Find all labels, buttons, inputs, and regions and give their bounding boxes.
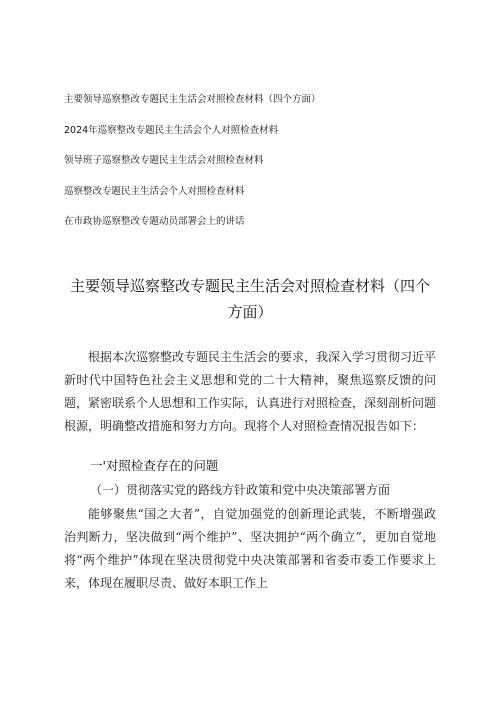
- toc-item[interactable]: 巡察整改专题民主生活会个人对照检查材料: [64, 185, 245, 197]
- body-paragraph: 能够聚焦“国之大者”，自觉加强党的创新理论武装，不断增强政治判断力，坚决做到“两个维护”、坚决拥护“两个确立”，更加自觉地将“两个维护”体现在坚决贯彻党中央决策部署和省委市委工作要求上来，体现在履职尽责、做好本职工作上: [64, 507, 436, 590]
- toc-item[interactable]: 在市政协巡察整改专题动员部署会上的讲话: [64, 216, 245, 227]
- table-of-contents: [64, 93, 444, 246]
- document-title: [60, 273, 440, 325]
- toc-item[interactable]: 领导班子巡察整改专题民主生活会对照检查材料: [64, 155, 264, 166]
- document-title-line: 主要领导巡察整改专题民主生活会对照检查材料（四个: [69, 277, 430, 295]
- section-heading: 一'对照检查存在的问题: [90, 458, 219, 473]
- document-title-line: 方面）: [227, 303, 273, 321]
- subsection-heading: （一）贯彻落实党的路线方针政策和党中央决策部署方面: [90, 483, 391, 497]
- toc-item[interactable]: 2024年巡察整改专题民主生活会个人对照检查材料: [64, 124, 279, 136]
- toc-item[interactable]: 主要领导巡察整改专题民主生活会对照检查材料（四个方面）: [64, 94, 321, 105]
- intro-paragraph: 根据本次巡察整改专题民主生活会的要求，我深入学习贯彻习近平新时代中国特色社会主义思想和党的二十大精神，聚焦巡察反馈的问题，紧密联系个人思想和工作实际，认真进行对照检查，深刻剖析问题根源，明确整改措施和努力方向。现将个人对照检查情况报告如下：: [64, 350, 437, 433]
